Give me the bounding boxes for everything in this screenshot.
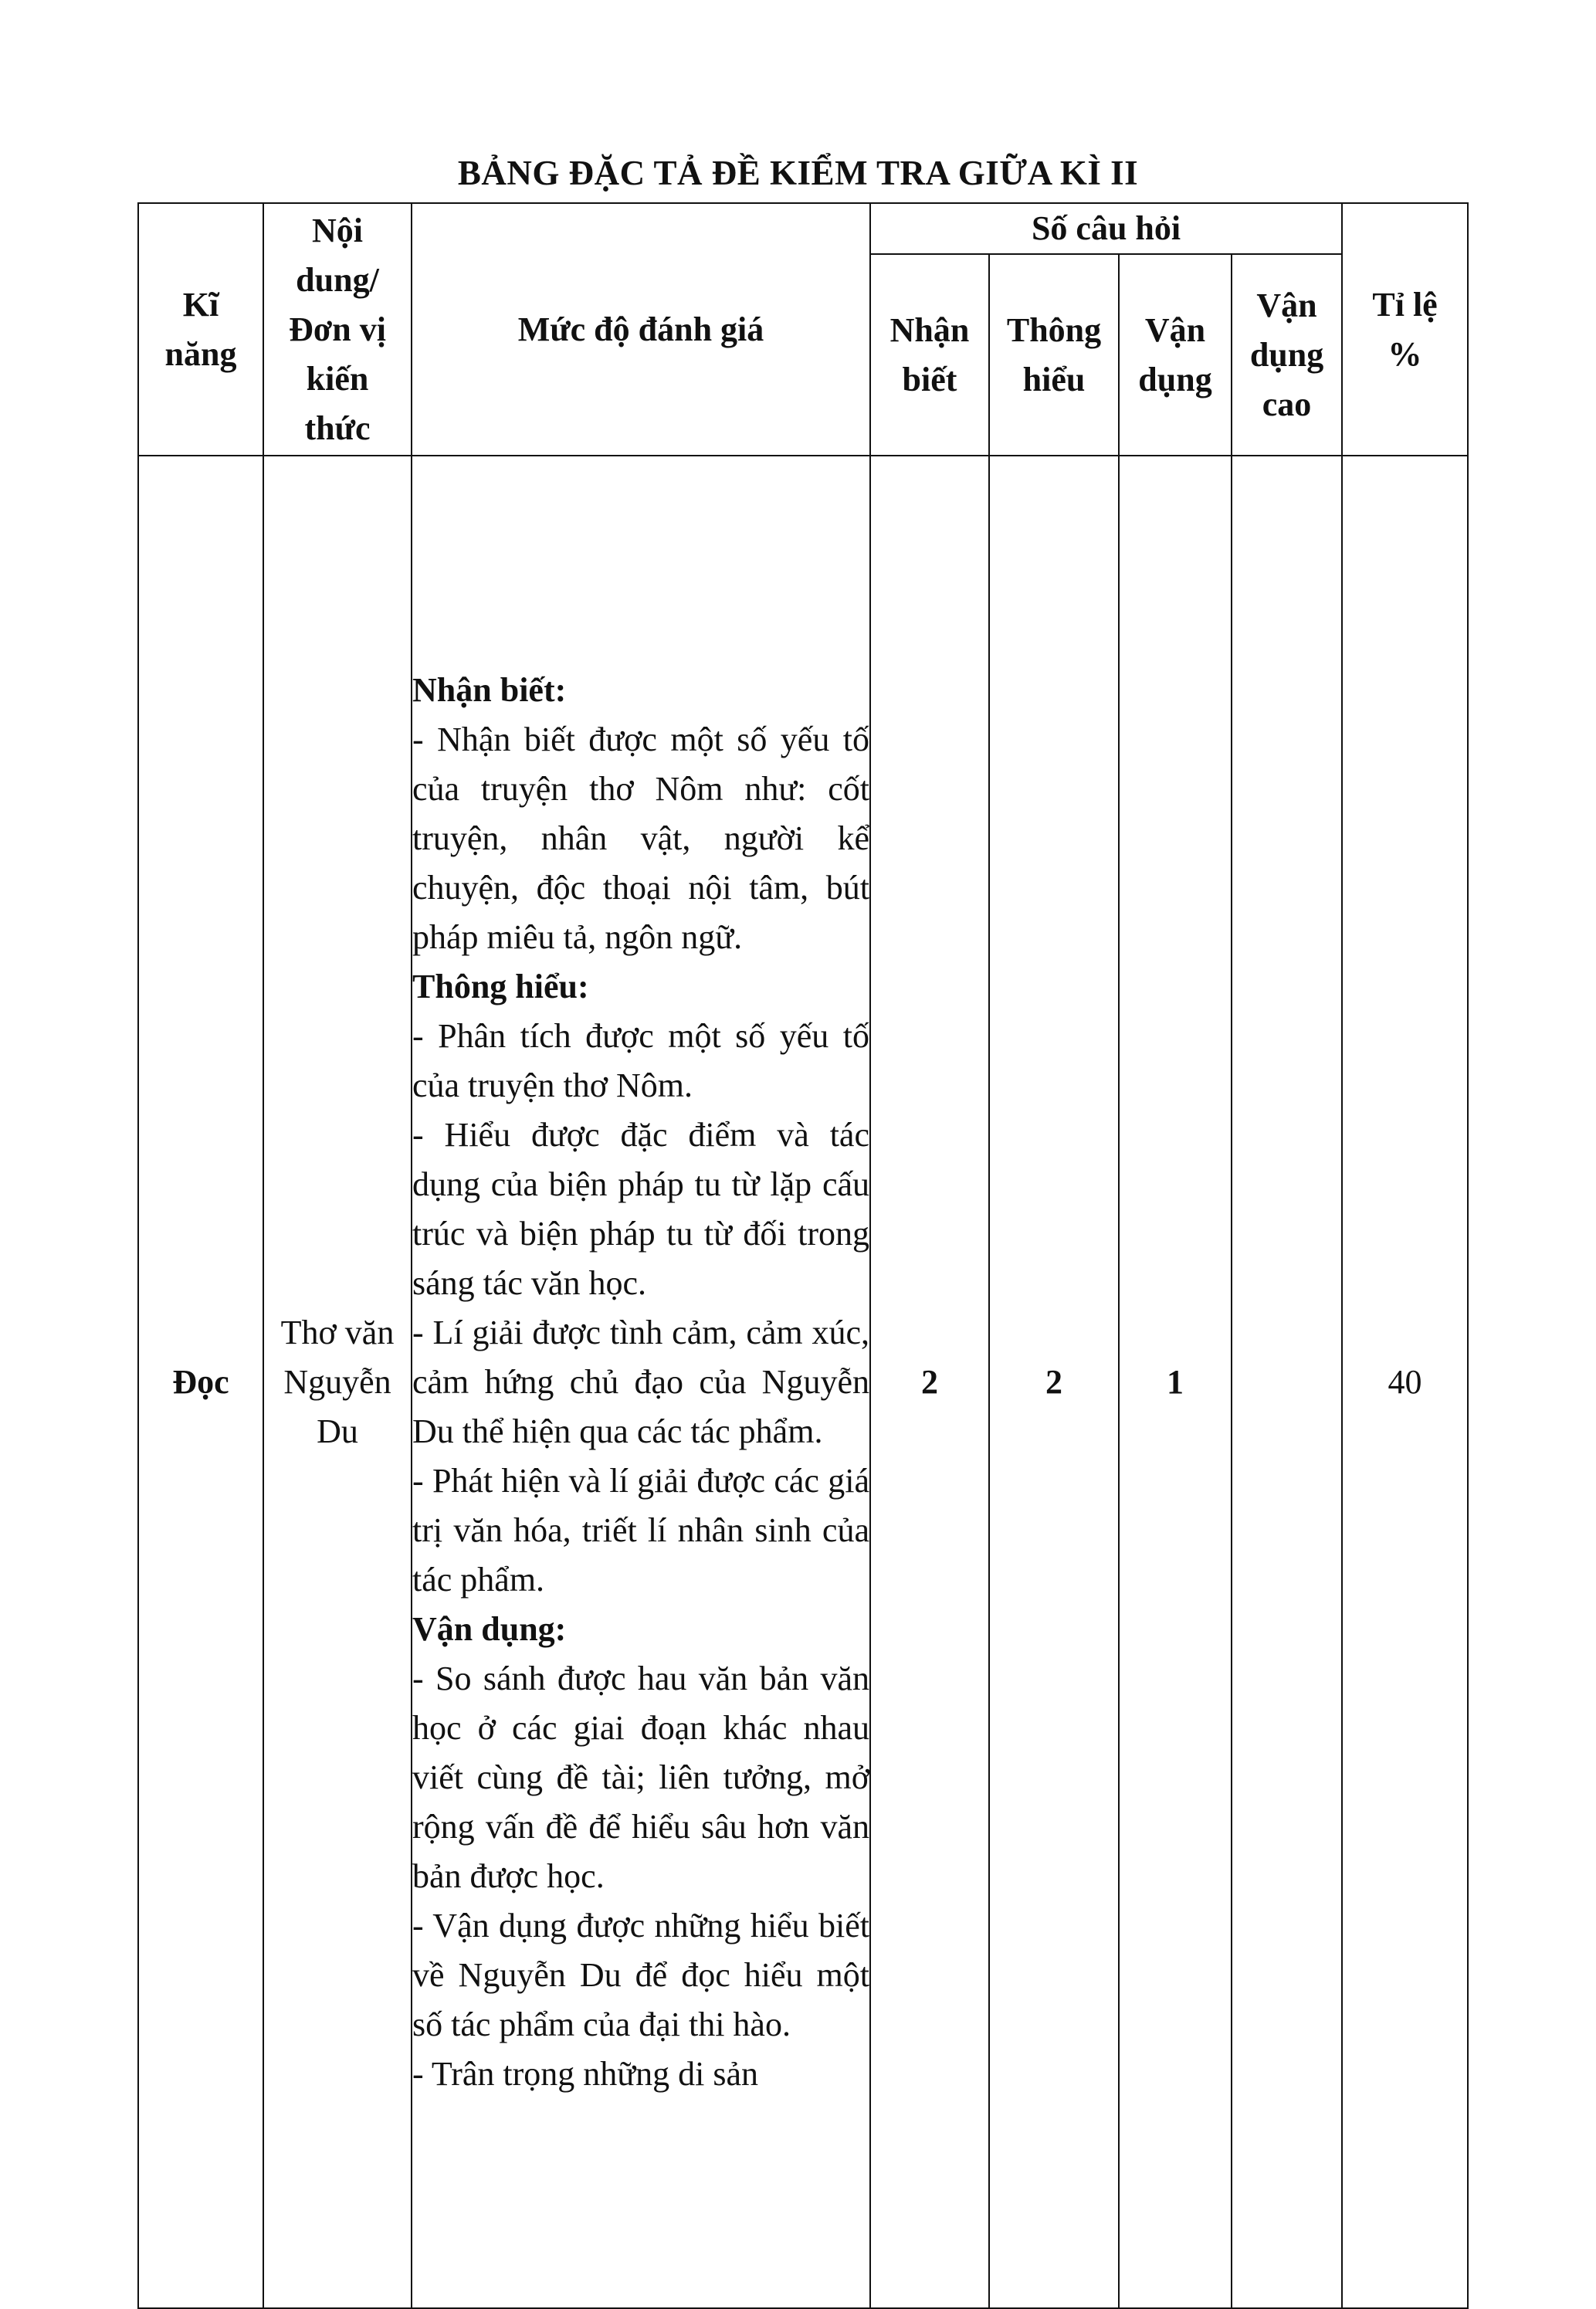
cell-ki-nang: Đọc bbox=[138, 456, 263, 2308]
cell-nhan-biet-count: 2 bbox=[870, 456, 989, 2308]
criteria-heading-van-dung: Vận dụng: bbox=[412, 1609, 567, 1648]
header-nhan-biet: Nhận biết bbox=[870, 254, 989, 456]
criteria-heading-nhan-biet: Nhận biết: bbox=[412, 670, 567, 709]
header-ti-le: Tỉ lệ % bbox=[1342, 203, 1468, 456]
cell-van-dung-cao-count bbox=[1232, 456, 1342, 2308]
criteria-item: - Vận dụng được những hiểu biết về Nguyễn Du để đọc hiểu một số tác phẩm của đại thi hào. bbox=[412, 1906, 869, 2043]
criteria-heading-thong-hieu: Thông hiểu: bbox=[412, 967, 589, 1005]
criteria-item: - Hiểu được đặc điểm và tác dụng của biện pháp tu từ lặp cấu trúc và biện pháp tu từ đối trong sáng tác văn học. bbox=[412, 1115, 869, 1302]
header-noi-dung: Nội dung/ Đơn vị kiến thức bbox=[263, 203, 412, 456]
criteria-item: - Lí giải được tình cảm, cảm xúc, cảm hứng chủ đạo của Nguyễn Du thể hiện qua các tác phẩm. bbox=[412, 1313, 869, 1450]
document-title: BẢNG ĐẶC TẢ ĐỀ KIỂM TRA GIỮA KÌ II bbox=[457, 154, 1139, 192]
specification-table bbox=[137, 202, 1469, 2309]
header-van-dung-cao: Vận dụng cao bbox=[1232, 254, 1342, 456]
table-row bbox=[138, 456, 1468, 2308]
criteria-item: - Phân tích được một số yếu tố của truyện thơ Nôm. bbox=[412, 1016, 869, 1104]
cell-van-dung-count: 1 bbox=[1119, 456, 1232, 2308]
cell-thong-hieu-count: 2 bbox=[989, 456, 1119, 2308]
criteria-item: - So sánh được hau văn bản văn học ở các giai đoạn khác nhau viết cùng đề tài; liên tưởng, mở rộng vấn đề để hiểu sâu hơn văn bản được học. bbox=[412, 1659, 869, 1895]
criteria-item: - Nhận biết được một số yếu tố của truyện thơ Nôm như: cốt truyện, nhân vật, người kể chuyện, độc thoại nội tâm, bút pháp miêu tả, ngôn ngữ. bbox=[412, 720, 869, 956]
header-so-cau-hoi: Số câu hỏi bbox=[870, 203, 1342, 254]
criteria-item: - Phát hiện và lí giải được các giá trị văn hóa, triết lí nhân sinh của tác phẩm. bbox=[412, 1461, 869, 1599]
header-muc-do: Mức độ đánh giá bbox=[412, 203, 870, 456]
header-van-dung: Vận dụng bbox=[1119, 254, 1232, 456]
cell-ti-le: 40 bbox=[1342, 456, 1468, 2308]
cell-noi-dung: Thơ văn Nguyễn Du bbox=[263, 456, 412, 2308]
criteria-item: - Trân trọng những di sản bbox=[412, 2054, 758, 2093]
header-thong-hieu: Thông hiểu bbox=[989, 254, 1119, 456]
header-ki-nang: Kĩ năng bbox=[138, 203, 263, 456]
cell-criteria bbox=[412, 456, 870, 2308]
